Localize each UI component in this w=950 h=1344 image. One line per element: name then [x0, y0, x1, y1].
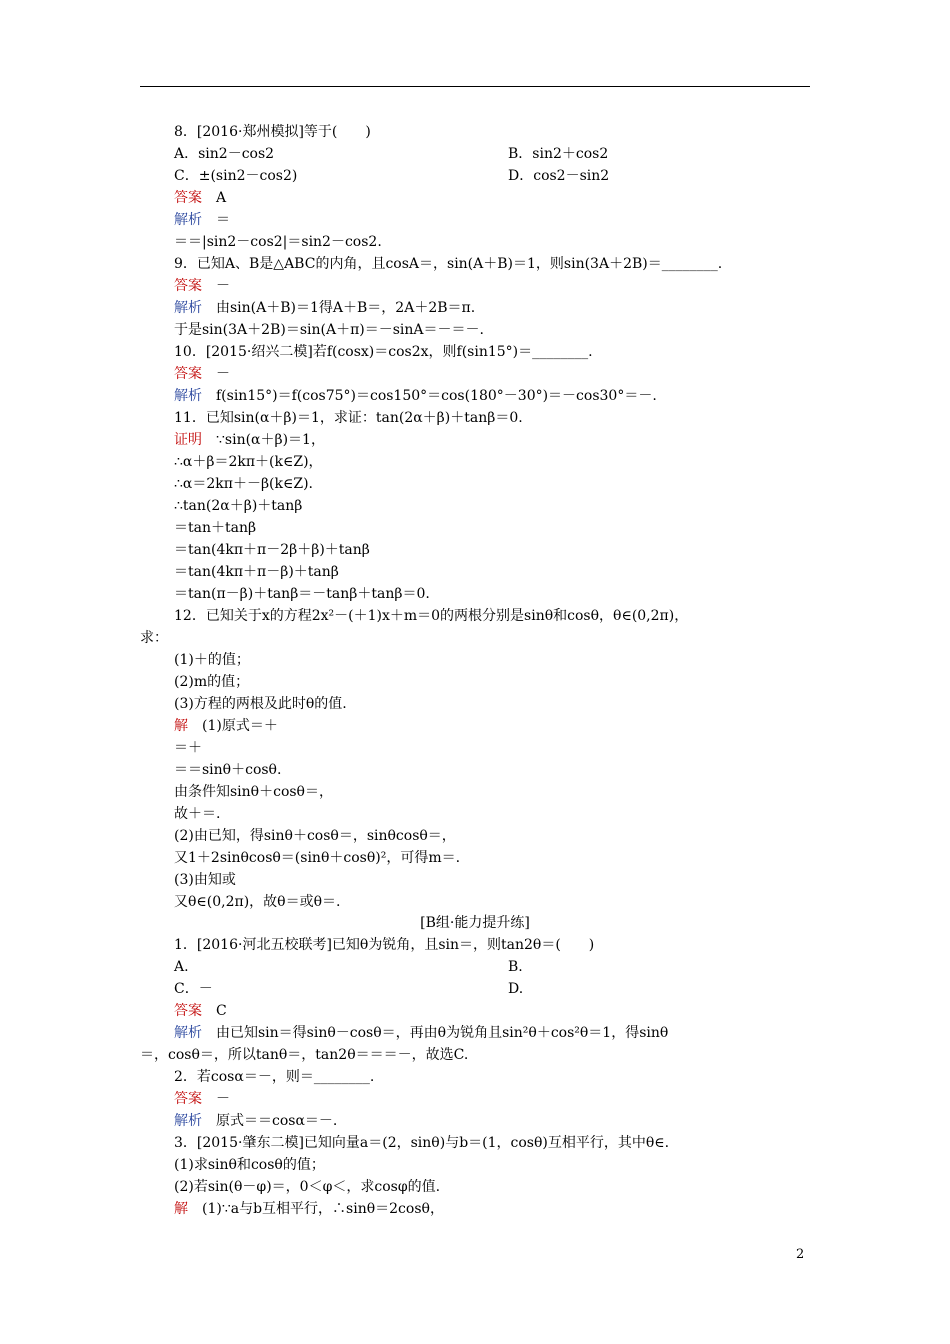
q12-solution-line: 又θ∈(0,2π)，故θ＝或θ＝.: [174, 894, 341, 910]
q8-stem: 8．[2016·郑州模拟]等于( ): [174, 124, 371, 140]
q8-answer: 答案 A: [174, 190, 227, 206]
page-number: 2: [796, 1247, 805, 1262]
q11-proof-line: ＝tan(π－β)＋tanβ＝－tanβ＋tanβ＝0.: [174, 586, 430, 602]
section-b-heading: [B组·能力提升练]: [420, 915, 530, 931]
q10-answer: 答案 －: [174, 366, 230, 382]
q12-solution: 解 (1)原式＝＋: [174, 718, 278, 734]
b1-option-d: D.: [508, 981, 524, 997]
analysis-label: 解析: [174, 212, 202, 228]
q8-analysis-line: ＝＝|sin2－cos2|＝sin2－cos2.: [174, 234, 382, 250]
q12-solution-line: ＝＝sinθ＋cosθ.: [174, 762, 282, 778]
answer-label: 答案: [174, 366, 202, 382]
q11-proof-line: ＝tan＋tanβ: [174, 520, 257, 536]
q8-analysis: 解析 ＝: [174, 212, 230, 228]
b3-part1: (1)求sinθ和cosθ的值；: [174, 1157, 325, 1173]
b3-part2: (2)若sin(θ－φ)＝，0＜φ＜，求cosφ的值.: [174, 1179, 441, 1195]
b1-option-a: A.: [174, 959, 189, 975]
q12-solution-line: ＝＋: [174, 740, 202, 756]
answer-label: 答案: [174, 278, 202, 294]
q9-analysis-line: 于是sin(3A＋2B)＝sin(A＋π)＝－sinA＝－＝－.: [174, 322, 484, 338]
q11-proof-line: ∴tan(2α＋β)＋tanβ: [174, 498, 303, 514]
q10-analysis: 解析 f(sin15°)＝f(cos75°)＝cos150°＝cos(180°－30°)＝－cos30°＝－.: [174, 388, 657, 404]
q9-answer: 答案 －: [174, 278, 230, 294]
q10-stem: 10．[2015·绍兴二模]若f(cosx)＝cos2x，则f(sin15°)＝________.: [174, 344, 593, 360]
solution-label: 解: [174, 1201, 188, 1217]
q12-solution-line: 由条件知sinθ＋cosθ＝，: [174, 784, 333, 800]
q12-part2: (2)m的值；: [174, 674, 250, 690]
q9-stem: 9．已知A、B是△ABC的内角，且cosA＝，sin(A＋B)＝1，则sin(3A＋2B)＝________.: [174, 256, 723, 272]
q11-stem: 11．已知sin(α＋β)＝1，求证：tan(2α＋β)＋tanβ＝0.: [174, 410, 523, 426]
q12-solution-line: (2)由已知，得sinθ＋cosθ＝，sinθcosθ＝，: [174, 828, 456, 844]
q11-proof-line: ∴α＝2kπ＋－β(k∈Z).: [174, 476, 313, 492]
b1-option-b: B.: [508, 959, 523, 975]
q11-proof: 证明 ∵sin(α＋β)＝1，: [174, 432, 325, 448]
q12-solution-line: 故＋＝.: [174, 806, 221, 822]
b3-stem: 3．[2015·肇东二模]已知向量a＝(2，sinθ)与b＝(1，cosθ)互相平行，其中θ∈.: [174, 1135, 670, 1151]
analysis-label: 解析: [174, 1025, 202, 1041]
b2-stem: 2．若cosα＝－，则＝________.: [174, 1069, 375, 1085]
header-rule: [140, 86, 810, 87]
q11-proof-line: ∴α＋β＝2kπ＋(k∈Z)，: [174, 454, 323, 470]
answer-label: 答案: [174, 1091, 202, 1107]
q11-proof-line: ＝tan(4kπ＋π－β)＋tanβ: [174, 564, 339, 580]
answer-label: 答案: [174, 190, 202, 206]
q8-option-b: B．sin2＋cos2: [508, 146, 609, 162]
b2-analysis: 解析 原式＝＝cosα＝－.: [174, 1113, 338, 1129]
proof-label: 证明: [174, 432, 202, 448]
analysis-label: 解析: [174, 1113, 202, 1129]
q8-option-c: C．±(sin2－cos2): [174, 168, 298, 184]
analysis-label: 解析: [174, 388, 202, 404]
q12-part3: (3)方程的两根及此时θ的值.: [174, 696, 347, 712]
q12-stem-cont: 求：: [140, 630, 168, 646]
analysis-label: 解析: [174, 300, 202, 316]
b3-solution: 解 (1)∵a与b互相平行，∴sinθ＝2cosθ，: [174, 1201, 444, 1217]
answer-label: 答案: [174, 1003, 202, 1019]
q8-option-d: D．cos2－sin2: [508, 168, 610, 184]
b1-analysis: 解析 由已知sin＝得sinθ－cosθ＝，再由θ为锐角且sin²θ＋cos²θ＝1，得sinθ: [174, 1025, 669, 1041]
q9-analysis: 解析 由sin(A＋B)＝1得A＋B＝，2A＋2B＝π.: [174, 300, 476, 316]
q12-stem: 12．已知关于x的方程2x²－(＋1)x＋m＝0的两根分别是sinθ和cosθ，θ∈(0,2π)，: [174, 608, 689, 624]
q11-proof-line: ＝tan(4kπ＋π－2β＋β)＋tanβ: [174, 542, 370, 558]
q8-option-a: A．sin2－cos2: [174, 146, 275, 162]
q12-part1: (1)＋的值；: [174, 652, 250, 668]
q12-solution-line: 又1＋2sinθcosθ＝(sinθ＋cosθ)²，可得m＝.: [174, 850, 461, 866]
q12-solution-line: (3)由知或: [174, 872, 236, 888]
b1-answer: 答案 C: [174, 1003, 227, 1019]
b1-option-c: C．－: [174, 981, 213, 997]
b1-analysis-cont: ＝，cosθ＝，所以tanθ＝，tan2θ＝＝＝－，故选C.: [140, 1047, 469, 1063]
b1-stem: 1．[2016·河北五校联考]已知θ为锐角，且sin＝，则tan2θ＝( ): [174, 937, 595, 953]
solution-label: 解: [174, 718, 188, 734]
b2-answer: 答案 －: [174, 1091, 230, 1107]
